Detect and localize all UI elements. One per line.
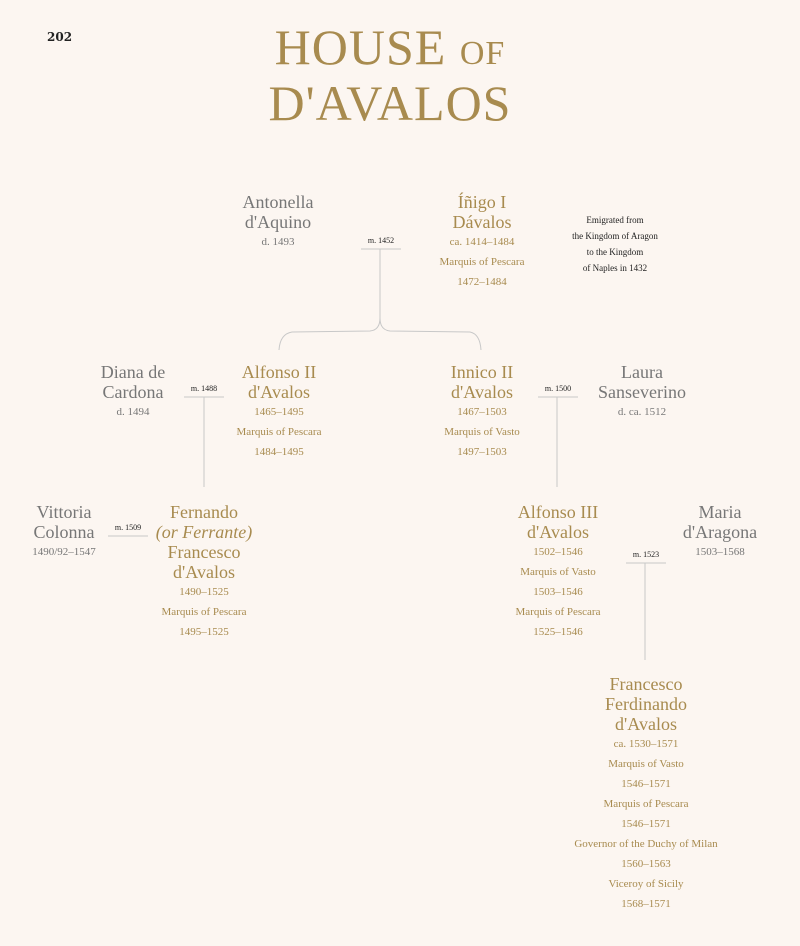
note-line: Emigrated from [586,215,644,225]
person-detail: 1467–1503 [457,406,507,418]
note-line: the Kingdom of Aragon [572,231,658,241]
note-line: to the Kingdom [586,247,644,257]
person-name: Dávalos [452,212,512,232]
person-name: d'Avalos [527,522,589,542]
person-alias: (or Ferrante) [155,522,253,542]
person-name: Ferdinando [605,694,687,714]
person-detail: ca. 1414–1484 [449,236,515,248]
person-dates: d. ca. 1512 [617,406,667,418]
person-antonella [208,192,348,252]
person-name: Francesco [167,542,241,562]
person-name: d'Avalos [248,382,310,402]
person-detail: Marquis of Pescara [515,606,601,618]
person-maria [650,502,790,562]
person-detail: Viceroy of Sicily [608,878,684,890]
person-detail: 1502–1546 [533,546,583,558]
marriage-label-1509: m. 1509 [114,523,142,532]
person-name: Laura [621,362,663,382]
marriage-label-1488: m. 1488 [190,384,218,393]
person-dates: d. 1494 [116,406,150,418]
person-name: Sanseverino [598,382,686,402]
person-name: Maria [698,502,742,522]
person-name: Diana de [100,362,166,382]
descent-curve-right [380,318,481,350]
person-detail: 1472–1484 [457,276,507,288]
marriage-label-1452: m. 1452 [367,236,395,245]
person-alfonso-ii [209,362,349,462]
person-detail: 1490–1525 [179,586,229,598]
note-line: of Naples in 1432 [582,263,648,273]
person-name: d'Aragona [682,522,758,542]
person-dates: d. 1493 [261,236,295,248]
person-detail: 1497–1503 [457,446,507,458]
person-innico-ii [412,362,552,462]
person-name: Alfonso III [517,502,599,522]
person-fernando [134,502,274,642]
person-name: Innico II [450,362,514,382]
person-detail: 1560–1563 [621,858,671,870]
person-detail: ca. 1530–1571 [613,738,679,750]
title-house: HOUSE [274,19,447,75]
person-name: d'Avalos [615,714,677,734]
person-detail: Marquis of Pescara [603,798,689,810]
person-name: Íñigo I [457,192,507,212]
person-detail: Marquis of Vasto [444,426,520,438]
person-detail: 1465–1495 [254,406,304,418]
person-laura [572,362,712,422]
person-detail: Marquis of Pescara [439,256,525,268]
marriage-label-1523: m. 1523 [632,550,660,559]
person-name: Cardona [102,382,164,402]
person-dates: 1503–1568 [695,546,745,558]
person-name: Vittoria [36,502,92,522]
marriage-label-1500: m. 1500 [544,384,572,393]
person-name: Antonella [242,192,314,212]
title-of: OF [459,35,506,72]
person-name: Fernando [170,502,238,522]
person-name: Francesco [609,674,683,694]
person-name: d'Aquino [244,212,312,232]
title-line-2: D'AVALOS [268,75,512,131]
person-vittoria [0,502,128,562]
person-name: d'Avalos [451,382,513,402]
person-detail: Marquis of Pescara [236,426,322,438]
person-detail: 1568–1571 [621,898,671,910]
person-detail: 1546–1571 [621,818,671,830]
descent-curve-left [279,249,380,350]
person-detail: 1484–1495 [254,446,304,458]
person-name: Colonna [33,522,95,542]
person-detail: 1546–1571 [621,778,671,790]
person-inigo [412,192,552,292]
person-detail: Marquis of Vasto [520,566,596,578]
person-name: d'Avalos [173,562,235,582]
person-detail: 1525–1546 [533,626,583,638]
person-detail: Governor of the Duchy of Milan [574,838,718,850]
person-dates: 1490/92–1547 [32,546,96,558]
person-detail: 1503–1546 [533,586,583,598]
person-diana [63,362,203,422]
person-name: Alfonso II [241,362,317,382]
page-number: 202 [47,30,73,44]
person-detail: Marquis of Pescara [161,606,247,618]
person-detail: 1495–1525 [179,626,229,638]
emigration-note [540,212,690,276]
person-francesco-ferdinando [556,674,736,914]
person-detail: Marquis of Vasto [608,758,684,770]
person-alfonso-iii [488,502,628,642]
